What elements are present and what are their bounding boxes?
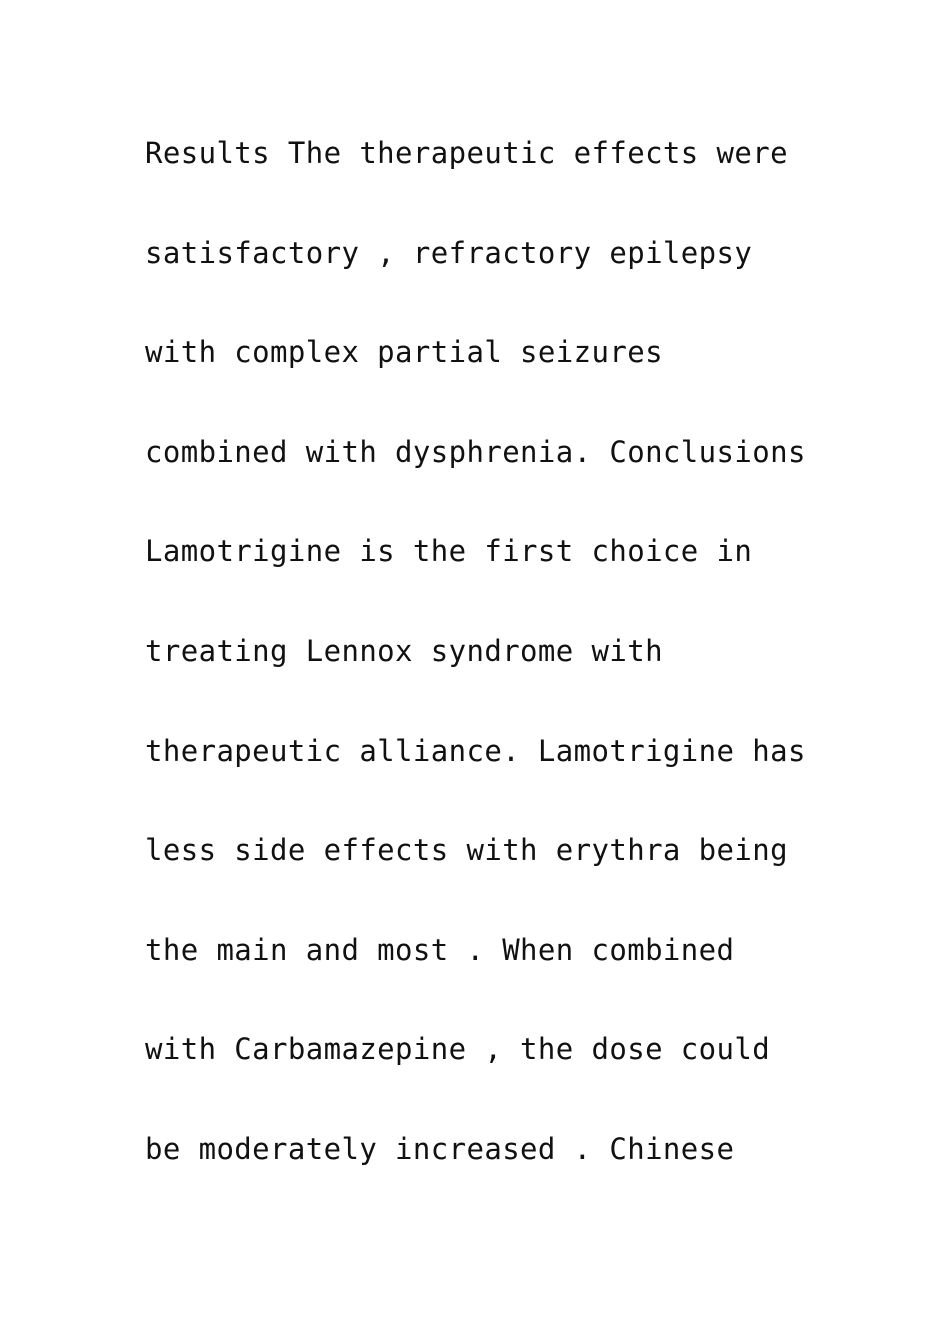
text-line: combined with dysphrenia. Conclusions [145, 434, 806, 469]
text-line: satisfactory , refractory epilepsy [145, 235, 753, 270]
text-line: treating Lennox syndrome with [145, 633, 663, 668]
text-line: with Carbamazepine , the dose could [145, 1032, 771, 1067]
text-line: therapeutic alliance. Lamotrigine has [145, 733, 806, 768]
abstract-text [145, 128, 935, 1224]
text-line: Results The therapeutic effects were [145, 136, 788, 170]
text-line: less side effects with erythra being [145, 833, 788, 868]
text-line: with complex partial seizures [145, 335, 663, 370]
text-line: Lamotrigine is the first choice in [145, 534, 753, 569]
text-line: the main and most . When combined [145, 932, 735, 967]
text-line: be moderately increased . Chinese [145, 1131, 735, 1166]
